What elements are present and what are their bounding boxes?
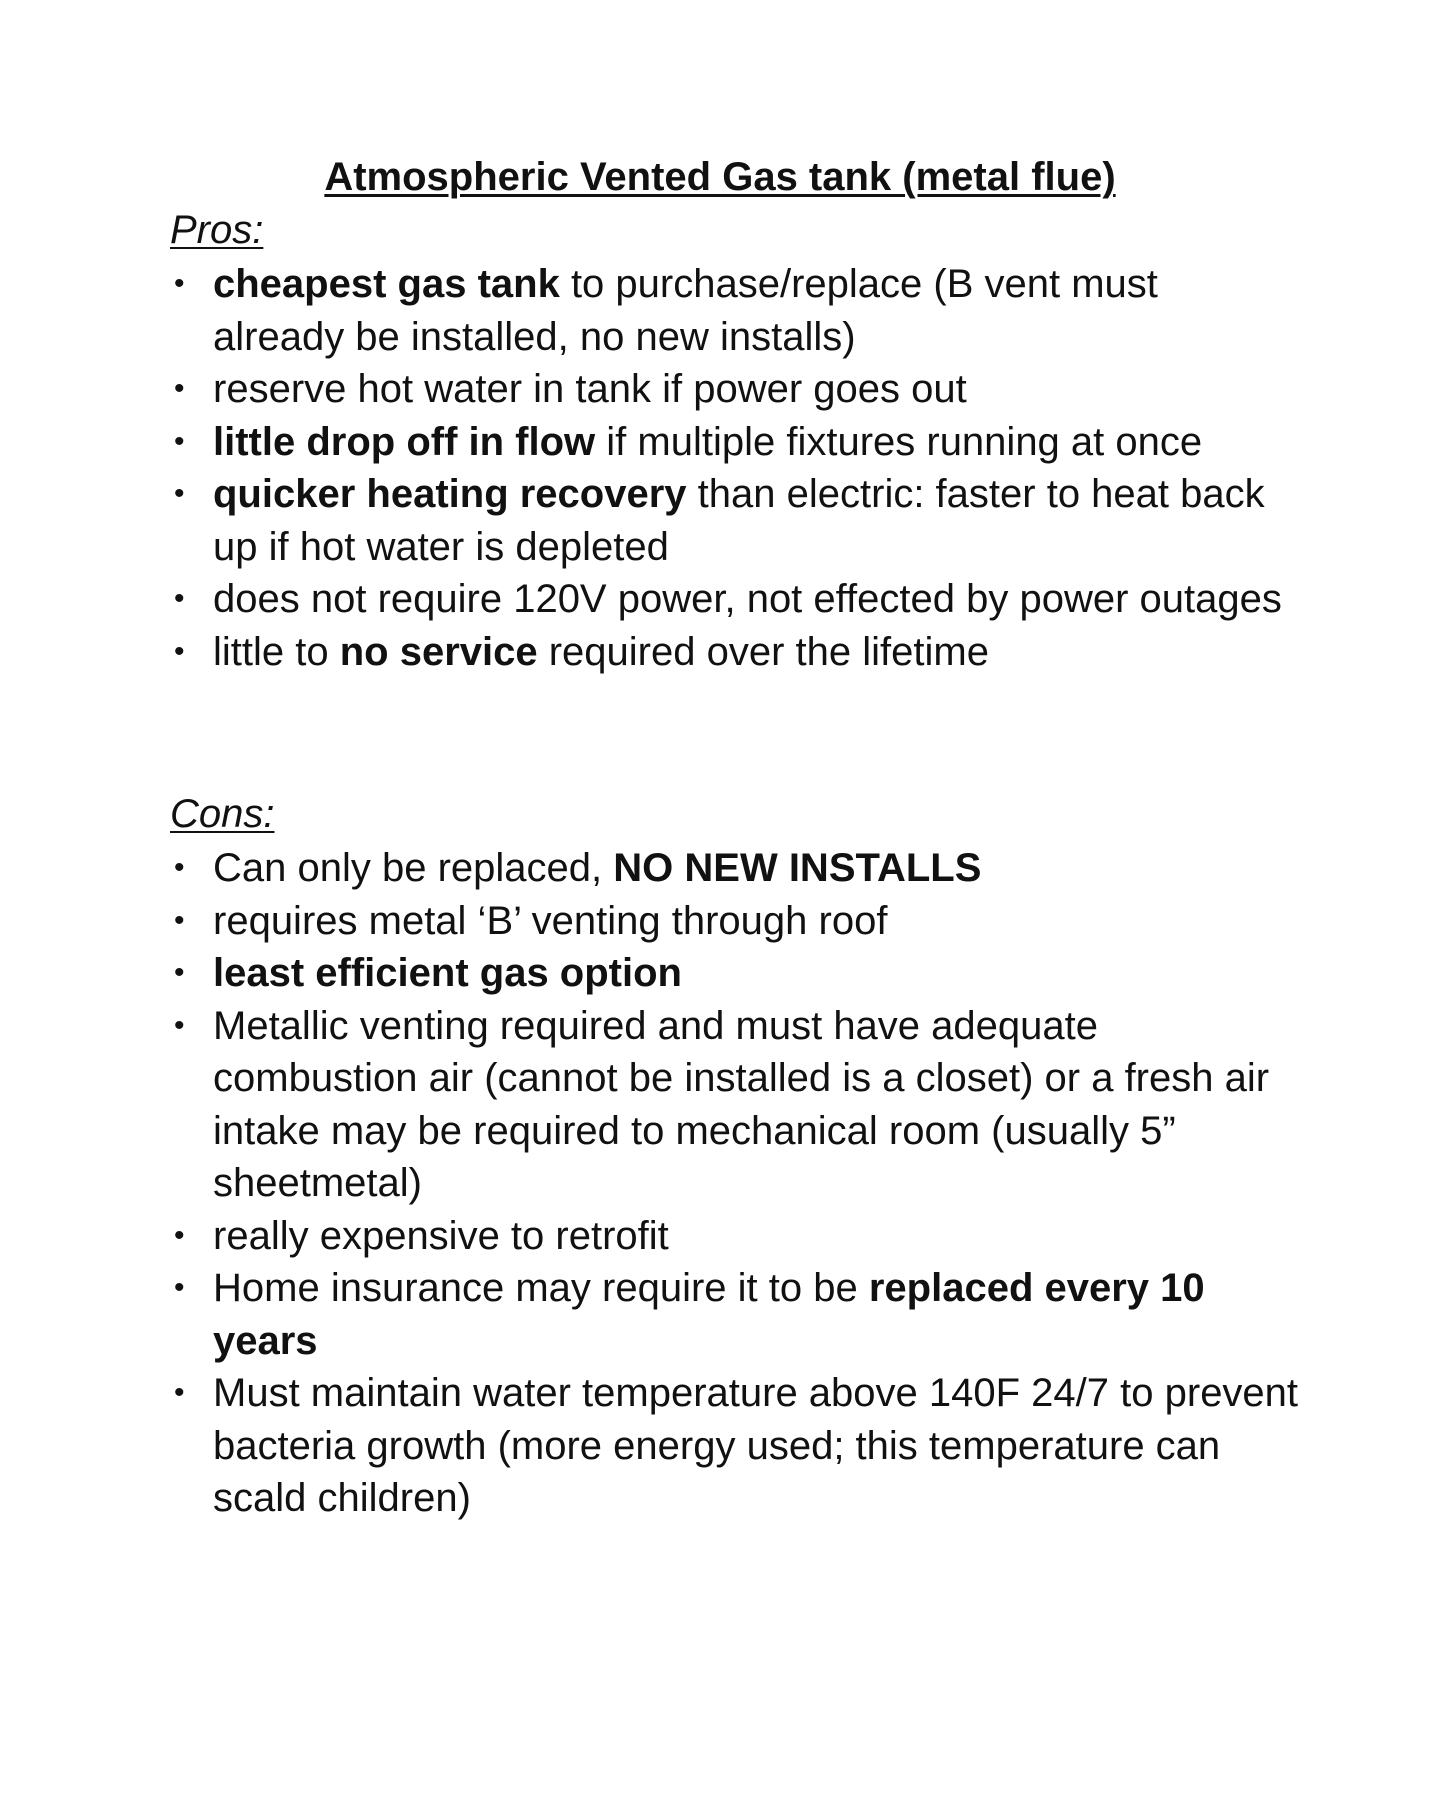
pros-list-item: [170, 363, 1300, 416]
item-text: requires metal ‘B’ venting through roof: [213, 898, 888, 943]
item-bold-text: cheapest gas tank: [213, 262, 560, 306]
bullet-icon: •: [174, 634, 185, 668]
bullet-icon: •: [174, 956, 185, 989]
item-bold-text: quicker heating recovery: [213, 472, 687, 516]
bullet-icon: •: [174, 267, 185, 300]
item-bold-text: no service: [339, 629, 538, 674]
document-title: Atmospheric Vented Gas tank (metal flue): [324, 155, 1116, 199]
cons-section: [170, 788, 1300, 1525]
pros-list-item: [170, 468, 1300, 573]
bullet-icon: •: [174, 1218, 185, 1252]
bullet-icon: •: [174, 477, 185, 510]
bullet-icon: •: [174, 582, 185, 615]
item-pre-text: little to: [213, 629, 340, 674]
pros-section: [170, 204, 1300, 678]
pros-list-item: [170, 573, 1300, 626]
item-text: required over the lifetime: [537, 629, 989, 674]
cons-list-item: [170, 1210, 1300, 1263]
item-text: Metallic venting required and must have adequate combustion air (cannot be installed is a closet) or a fresh air intake may be required to mechanical room (usually 5” sheetmetal): [213, 1003, 1270, 1205]
item-text: really expensive to retrofit: [213, 1213, 669, 1258]
pros-heading: Pros:: [170, 208, 264, 252]
cons-list: [170, 842, 1300, 1525]
cons-list-item: [170, 842, 1300, 895]
item-text: to purchase/replace (B vent must already be installed, no new installs): [213, 262, 1158, 359]
item-text: than electric: faster to heat back up if hot water is depleted: [213, 472, 1265, 569]
item-text: if multiple fixtures running at once: [595, 419, 1203, 464]
pros-list: [170, 258, 1300, 678]
item-pre-text: Home insurance may require it to be: [213, 1266, 869, 1310]
pros-list-item: [170, 258, 1300, 363]
item-bold-text: replaced every 10 years: [213, 1266, 1205, 1363]
bullet-icon: •: [174, 1008, 185, 1042]
item-pre-text: Can only be replaced,: [213, 846, 614, 890]
item-bold-text: little drop off in flow: [213, 419, 596, 464]
item-text: does not require 120V power, not effected by power outages: [213, 577, 1282, 621]
cons-list-item: [170, 895, 1300, 948]
cons-heading: Cons:: [170, 792, 275, 836]
cons-list-item: [170, 1367, 1300, 1525]
bullet-icon: •: [174, 851, 185, 884]
item-bold-text: least efficient gas option: [213, 951, 682, 995]
item-bold-text: NO NEW INSTALLS: [613, 846, 982, 890]
cons-list-item: [170, 1000, 1300, 1210]
pros-list-item: [170, 626, 1300, 679]
bullet-icon: •: [174, 1376, 185, 1409]
bullet-icon: •: [174, 1271, 185, 1304]
cons-list-item: [170, 947, 1300, 1000]
bullet-icon: •: [174, 372, 185, 405]
cons-list-item: [170, 1262, 1300, 1367]
pros-list-item: [170, 416, 1300, 469]
item-text: reserve hot water in tank if power goes out: [213, 367, 967, 411]
bullet-icon: •: [174, 903, 185, 937]
bullet-icon: •: [174, 424, 185, 458]
item-text: Must maintain water temperature above 140F 24/7 to prevent bacteria growth (more energy used; this temperature can scald children): [213, 1371, 1299, 1520]
